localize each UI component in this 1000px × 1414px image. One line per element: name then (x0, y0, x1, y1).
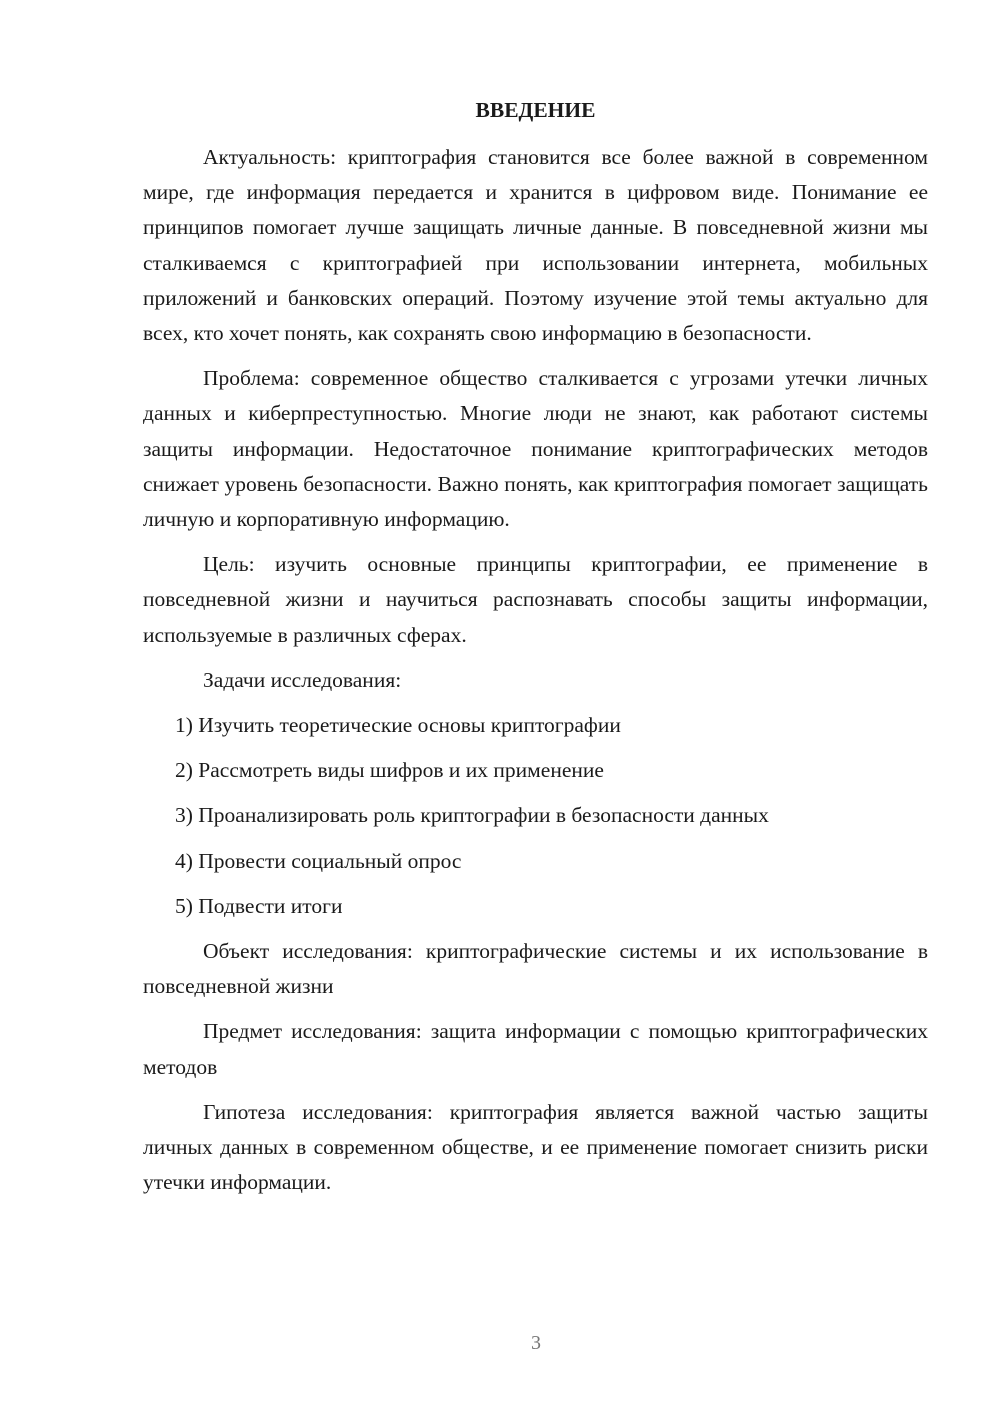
page-number: 3 (531, 1332, 541, 1354)
list-item: 5) Подвести итоги (175, 893, 343, 918)
paragraph-goal: Цель: изучить основные принципы криптографии, ее применение в повседневной жизни и научиться распознавать способы защиты информации, используемые в различных сферах. (143, 552, 928, 647)
paragraph-subject: Предмет исследования: защита информации с помощью криптографических методов (143, 1019, 928, 1079)
list-item: 2) Рассмотреть виды шифров и их применение (175, 758, 604, 783)
paragraph-relevance: Актуальность: криптография становится все более важной в современном мире, где информация передается и хранится в цифровом виде. Понимание ее принципов помогает лучше защищать личные данные. В повседневной жизни мы сталкиваемся с криптографией при использовании интернета, мобильных приложений и банковских операций. Поэтому изучение этой темы актуально для всех, кто хочет понять, как сохранять свою информацию в безопасности. (143, 145, 928, 346)
list-item: 4) Провести социальный опрос (175, 848, 462, 873)
list-item: 3) Проанализировать роль криптографии в безопасности данных (175, 803, 769, 828)
task-list (143, 708, 928, 924)
list-item: 1) Изучить теоретические основы криптографии (175, 713, 621, 738)
tasks-heading: Задачи исследования: (203, 667, 402, 692)
paragraph-hypothesis: Гипотеза исследования: криптография является важной частью защиты личных данных в современном обществе, и ее применение помогает снизить риски утечки информации. (143, 1099, 928, 1195)
paragraph-object: Объект исследования: криптографические системы и их использование в повседневной жизни (143, 939, 928, 999)
page-title: ВВЕДЕНИЕ (475, 98, 596, 122)
page-content (143, 93, 928, 1210)
paragraph-problem: Проблема: современное общество сталкивается с угрозами утечки личных данных и киберпреступностью. Многие люди не знают, как работают системы защиты информации. Недостаточное понимание криптографических методов снижает уровень безопасности. Важно понять, как криптография помогает защищать личную и корпоративную информацию. (143, 366, 928, 532)
